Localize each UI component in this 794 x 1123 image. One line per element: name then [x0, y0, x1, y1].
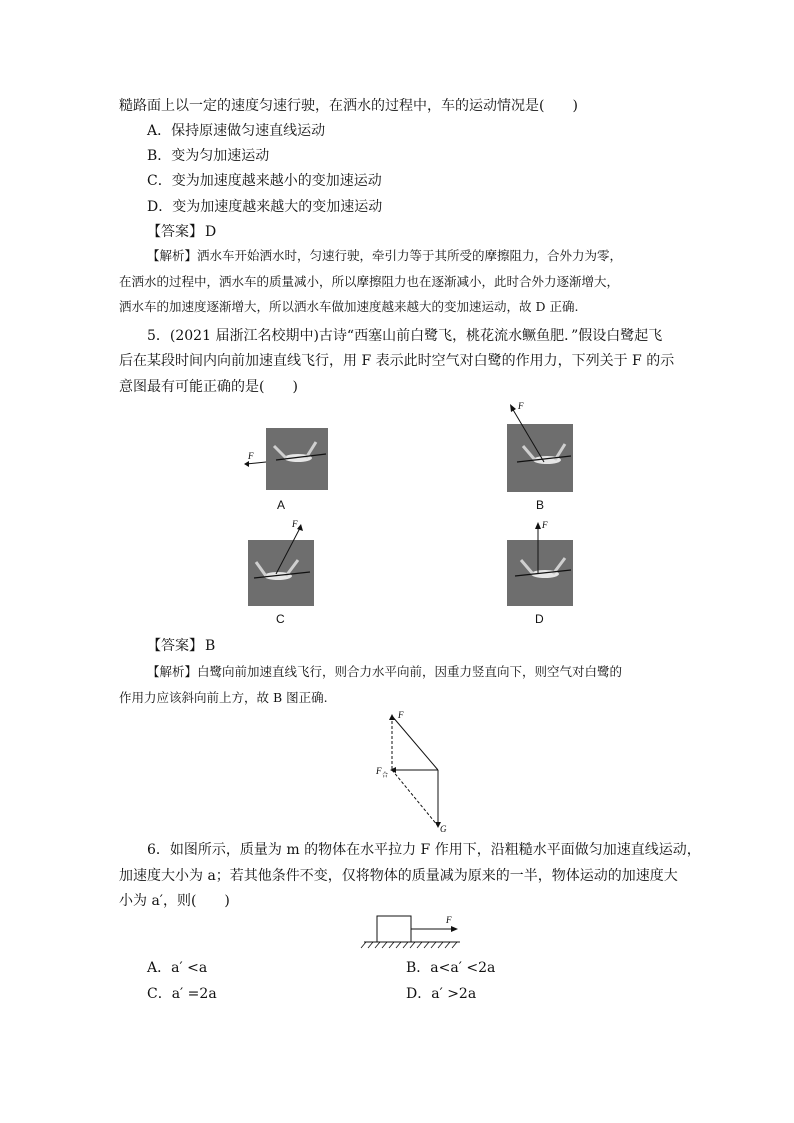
- q4-option-d: D．变为加速度越来越大的变加速运动: [147, 199, 383, 215]
- bird-figure-a: [266, 428, 328, 490]
- vector-g-label: G: [440, 824, 447, 834]
- force-label: F: [446, 915, 452, 925]
- q6-stem-line-1: 6．如图所示，质量为 m 的物体在水平拉力 F 作用下，沿粗糙水平面做匀加速直线运动，: [147, 842, 701, 858]
- analysis-tag: 【解析】: [147, 248, 198, 263]
- analysis-tag: 【解析】: [147, 664, 198, 679]
- q6-option-d: D．a′ >2a: [406, 986, 477, 1002]
- q6-stem-line-3: 小为 a′，则( ): [119, 893, 230, 909]
- figure-a-label: A: [277, 498, 286, 512]
- q6-stem-line-2: 加速度大小为 a；若其他条件不变，仅将物体的质量减为原来的一半，物体运动的加速度大: [119, 868, 678, 884]
- figure-a-photo: [266, 428, 328, 490]
- figure-d-force-label: F: [542, 520, 548, 530]
- answer-tag: 【答案】: [147, 638, 203, 654]
- vector-fhe-label: F: [376, 766, 382, 776]
- force-vector-diagram: [372, 708, 462, 836]
- answer-value: D: [205, 224, 217, 240]
- q4-option-c: C．变为加速度越来越小的变加速运动: [147, 173, 382, 189]
- q6-option-b: B．a<a′ <2a: [406, 960, 496, 976]
- q5-stem-line-2: 后在某段时间内向前加速直线飞行，用 F 表示此时空气对白鹭的作用力，下列关于 F 的示: [119, 353, 675, 369]
- q5-answer: [147, 636, 215, 656]
- analysis-text: 白鹭向前加速直线飞行，则合力水平向前，因重力竖直向下，则空气对白鹭的: [197, 664, 623, 679]
- figure-d-arrow: [528, 518, 558, 578]
- q4-answer: [147, 222, 216, 242]
- figure-c-label: C: [276, 612, 285, 626]
- figure-d-label: D: [535, 612, 544, 626]
- block: [377, 916, 411, 942]
- figure-a-force-label: F: [248, 451, 254, 461]
- q4-option-a: A．保持原速做匀速直线运动: [147, 123, 326, 139]
- q5-stem-line-3: 意图最有可能正确的是( ): [119, 379, 298, 395]
- figure-b-force-label: F: [518, 401, 524, 411]
- figure-b-label: B: [536, 498, 545, 512]
- vector-f-label: F: [398, 710, 404, 720]
- q5-stem-line-1: 5．(2021 届浙江名校期中)古诗“西塞山前白鹭飞，桃花流水鳜鱼肥．”假设白鹭起飞: [147, 328, 663, 344]
- vector-fhe-subscript: 合: [382, 773, 389, 779]
- figure-b-arrow: [504, 398, 554, 468]
- figure-c-force-label: F: [292, 519, 298, 529]
- q4-analysis-line-1: [147, 246, 622, 266]
- q5-analysis-line-2: 作用力应该斜向前上方，故 B 图正确.: [119, 690, 328, 705]
- q4-analysis-line-2: 在洒水的过程中，洒水车的质量减小，所以摩擦阻力也在逐渐减小，此时合外力逐渐增大，: [119, 274, 620, 289]
- analysis-text: 洒水车开始洒水时，匀速行驶，牵引力等于其所受的摩擦阻力，合外力为零，: [197, 248, 623, 263]
- figure-a-arrow: [240, 448, 270, 478]
- answer-tag: 【答案】: [147, 224, 203, 240]
- q4-stem: 糙路面上以一定的速度匀速行驶，在洒水的过程中，车的运动情况是( ): [119, 98, 578, 114]
- q4-option-b: B．变为匀加速运动: [147, 148, 270, 164]
- q5-analysis-line-1: [147, 662, 622, 682]
- figure-c-arrow: [270, 518, 310, 578]
- answer-value: B: [205, 638, 216, 654]
- block-on-surface-diagram: [360, 908, 464, 952]
- q6-option-c: C．a′ =2a: [147, 986, 217, 1002]
- q6-option-a: A．a′ <a: [147, 960, 208, 976]
- q4-analysis-line-3: 洒水车的加速度逐渐增大，所以洒水车做加速度越来越大的变加速运动，故 D 正确.: [119, 299, 579, 314]
- ground-hatching: [361, 942, 457, 948]
